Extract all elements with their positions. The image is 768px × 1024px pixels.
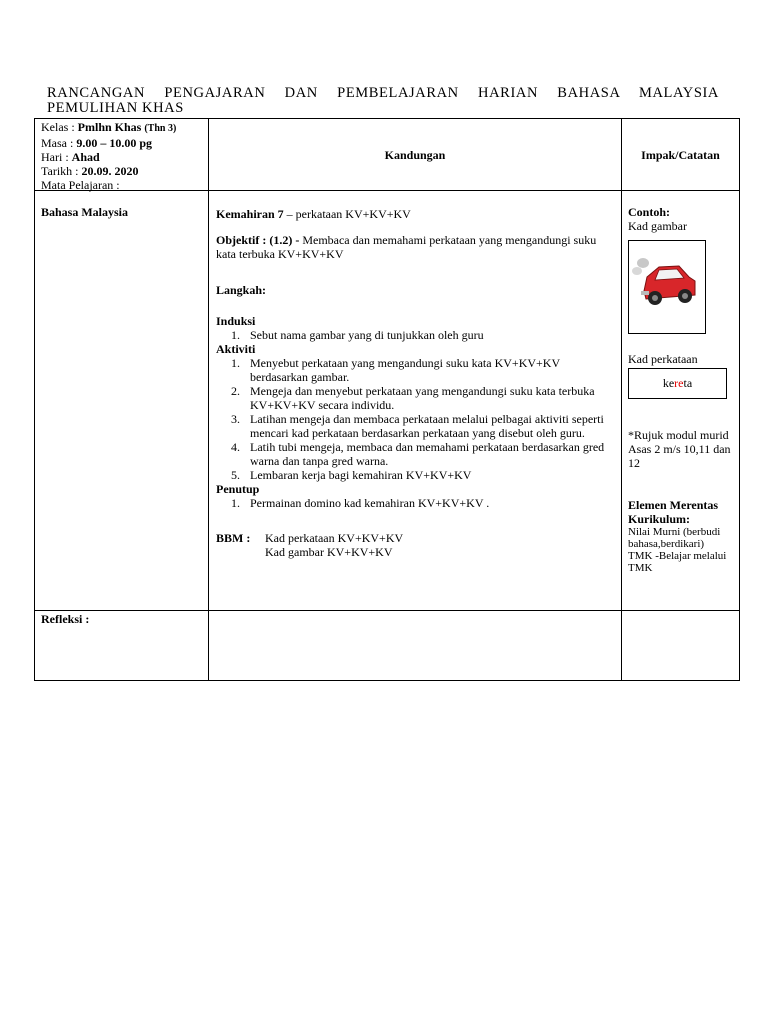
elemen-label: Elemen Merentas Kurikulum: bbox=[628, 498, 719, 526]
kelas-value: Pmlhn Khas bbox=[77, 120, 142, 134]
car-icon bbox=[629, 241, 705, 333]
hari-line: Hari : Ahad bbox=[41, 150, 100, 164]
list-item: 3. Latihan mengeja dan membaca perkataan melalui pelbagai aktiviti seperti mencari kad perkataan berdasarkan perkataan yang disebut oleh guru. bbox=[231, 412, 604, 440]
list-item: 2. Mengeja dan menyebut perkataan yang mengandungi suku kata terbuka KV+KV+KV secara individu. bbox=[231, 384, 595, 412]
list-item: 1. Menyebut perkataan yang mengandungi suku kata KV+KV+KV berdasarkan gambar. bbox=[231, 356, 560, 384]
induksi-label: Induksi bbox=[216, 314, 256, 328]
elemen-block bbox=[628, 498, 736, 574]
objektif-line: Objektif : (1.2) - Membaca dan memahami perkataan yang mengandungi suku kata terbuka KV+KV+KV bbox=[216, 233, 597, 261]
aktiviti-label: Aktiviti bbox=[216, 342, 256, 356]
kelas-line: Kelas : Pmlhn Khas (Thn 3) bbox=[41, 120, 177, 134]
kelas-extra: (Thn 3) bbox=[144, 123, 177, 134]
list-item: 1. Sebut nama gambar yang di tunjukkan oleh guru bbox=[231, 328, 484, 342]
bbm-block bbox=[216, 531, 614, 559]
word-syllable-1: ke bbox=[662, 376, 675, 390]
elemen-nilai: Nilai Murni (berbudi bahasa,berdikari) bbox=[628, 526, 721, 550]
tarikh-value: 20.09. 2020 bbox=[81, 164, 139, 178]
lesson-plan-table bbox=[34, 118, 740, 681]
kad-perkataan-label: Kad perkataan bbox=[628, 352, 698, 366]
kemahiran-line: Kemahiran 7 – perkataan KV+KV+KV bbox=[216, 207, 411, 221]
impak-cell bbox=[628, 205, 739, 233]
hari-value: Ahad bbox=[71, 150, 100, 164]
column-divider bbox=[208, 119, 209, 680]
masa-value: 9.00 – 10.00 pg bbox=[76, 136, 153, 150]
tarikh-line: Tarikh : 20.09. 2020 bbox=[41, 164, 139, 178]
kandungan-header: Kandungan bbox=[384, 148, 446, 162]
content-cell bbox=[216, 207, 614, 559]
induksi-steps bbox=[216, 328, 614, 342]
bbm-label: BBM : bbox=[216, 531, 251, 545]
langkah-label: Langkah: bbox=[216, 283, 267, 297]
rujuk-note: *Rujuk modul murid Asas 2 m/s 10,11 dan 12 bbox=[628, 428, 731, 470]
masa-line: Masa : 9.00 – 10.00 pg bbox=[41, 136, 153, 150]
list-item: 4. Latih tubi mengeja, membaca dan memahami perkataan berdasarkan gred warna dan tanpa gred warna. bbox=[231, 440, 605, 468]
word-syllable-2: re bbox=[674, 376, 684, 390]
word-syllable-3: ta bbox=[683, 376, 693, 390]
list-item: 5. Lembaran kerja bagi kemahiran KV+KV+KV bbox=[231, 468, 472, 482]
elemen-tmk: TMK -Belajar melalui TMK bbox=[628, 550, 727, 574]
list-item: 1. Permainan domino kad kemahiran KV+KV+KV . bbox=[231, 496, 490, 510]
subject-label: Bahasa Malaysia bbox=[41, 205, 129, 219]
kad-gambar-label: Kad gambar bbox=[628, 219, 687, 233]
bbm-line-1: Kad perkataan KV+KV+KV bbox=[265, 531, 404, 545]
impak-header: Impak/Catatan bbox=[641, 148, 720, 162]
document-title: RANCANGAN PENGAJARAN DAN PEMBELAJARAN HARIAN BAHASA MALAYSIA PEMULIHAN KHAS bbox=[47, 85, 719, 116]
contoh-label: Contoh: bbox=[628, 205, 671, 219]
column-divider bbox=[621, 119, 622, 680]
picture-card bbox=[628, 240, 706, 334]
refleksi-label: Refleksi : bbox=[41, 612, 90, 626]
mata-pelajaran-line: Mata Pelajaran : bbox=[41, 178, 120, 192]
bbm-line-2: Kad gambar KV+KV+KV bbox=[265, 545, 393, 559]
word-card bbox=[628, 368, 727, 399]
row-divider bbox=[35, 610, 739, 611]
penutup-steps bbox=[216, 496, 614, 510]
class-info bbox=[41, 120, 206, 192]
penutup-label: Penutup bbox=[216, 482, 260, 496]
aktiviti-steps bbox=[216, 356, 614, 482]
